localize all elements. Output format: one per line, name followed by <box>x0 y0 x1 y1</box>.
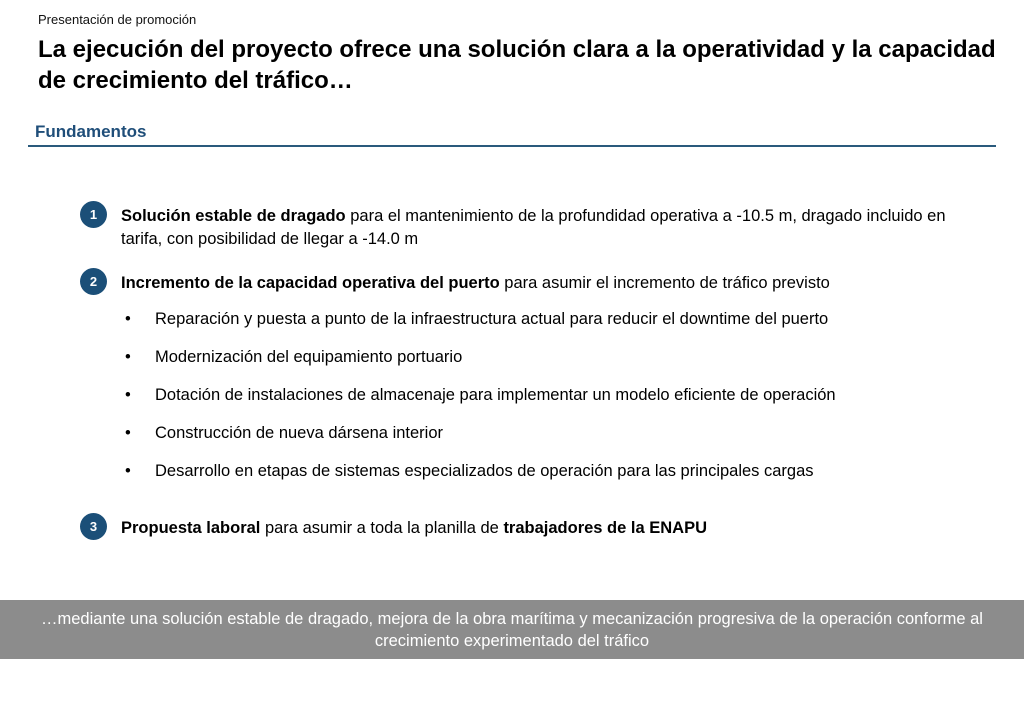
number-badge: 2 <box>80 268 107 295</box>
point-heading: Incremento de la capacidad operativa del puerto <box>121 274 500 292</box>
point-text <box>121 517 961 540</box>
bullet-marker: • <box>125 424 131 442</box>
number-badge: 3 <box>80 513 107 540</box>
bullet-marker: • <box>125 386 131 404</box>
bullet-marker: • <box>125 348 131 366</box>
list-item-text: Desarrollo en etapas de sistemas especializados de operación para las principales cargas <box>155 462 814 480</box>
list-item-text: Reparación y puesta a punto de la infraestructura actual para reducir el downtime del puerto <box>155 310 829 328</box>
conclusion-banner <box>0 600 1024 659</box>
presentation-kicker: Presentación de promoción <box>38 12 197 27</box>
point-description: para asumir el incremento de tráfico previsto <box>499 274 830 292</box>
bullet-marker: • <box>125 462 131 480</box>
point-emphasis: trabajadores de la ENAPU <box>503 519 708 537</box>
point-heading: Propuesta laboral <box>121 519 261 537</box>
bullet-marker: • <box>125 310 131 328</box>
number-badge: 1 <box>80 201 107 228</box>
list-item-text: Modernización del equipamiento portuario <box>155 348 463 366</box>
section-divider <box>28 145 996 147</box>
point-text <box>121 272 961 295</box>
slide-title: La ejecución del proyecto ofrece una solución clara a la operatividad y la capacidad de crecimiento del tráfico… <box>38 36 996 94</box>
section-label: Fundamentos <box>35 122 147 141</box>
point-heading: Solución estable de dragado <box>121 207 346 225</box>
point-description: para asumir a toda la planilla de <box>260 519 504 537</box>
point-text <box>121 205 961 251</box>
list-item-text: Construcción de nueva dársena interior <box>155 424 444 442</box>
conclusion-text: …mediante una solución estable de dragado, mejora de la obra marítima y mecanización progresiva de la operación conforme al crecimiento experimentado del tráfico <box>41 609 983 650</box>
list-item-text: Dotación de instalaciones de almacenaje para implementar un modelo eficiente de operación <box>155 386 836 404</box>
point-description: para el mantenimiento de la profundidad operativa a -10.5 m, dragado incluido en tarifa, con posibilidad de llegar a -14.0 m <box>121 207 946 248</box>
